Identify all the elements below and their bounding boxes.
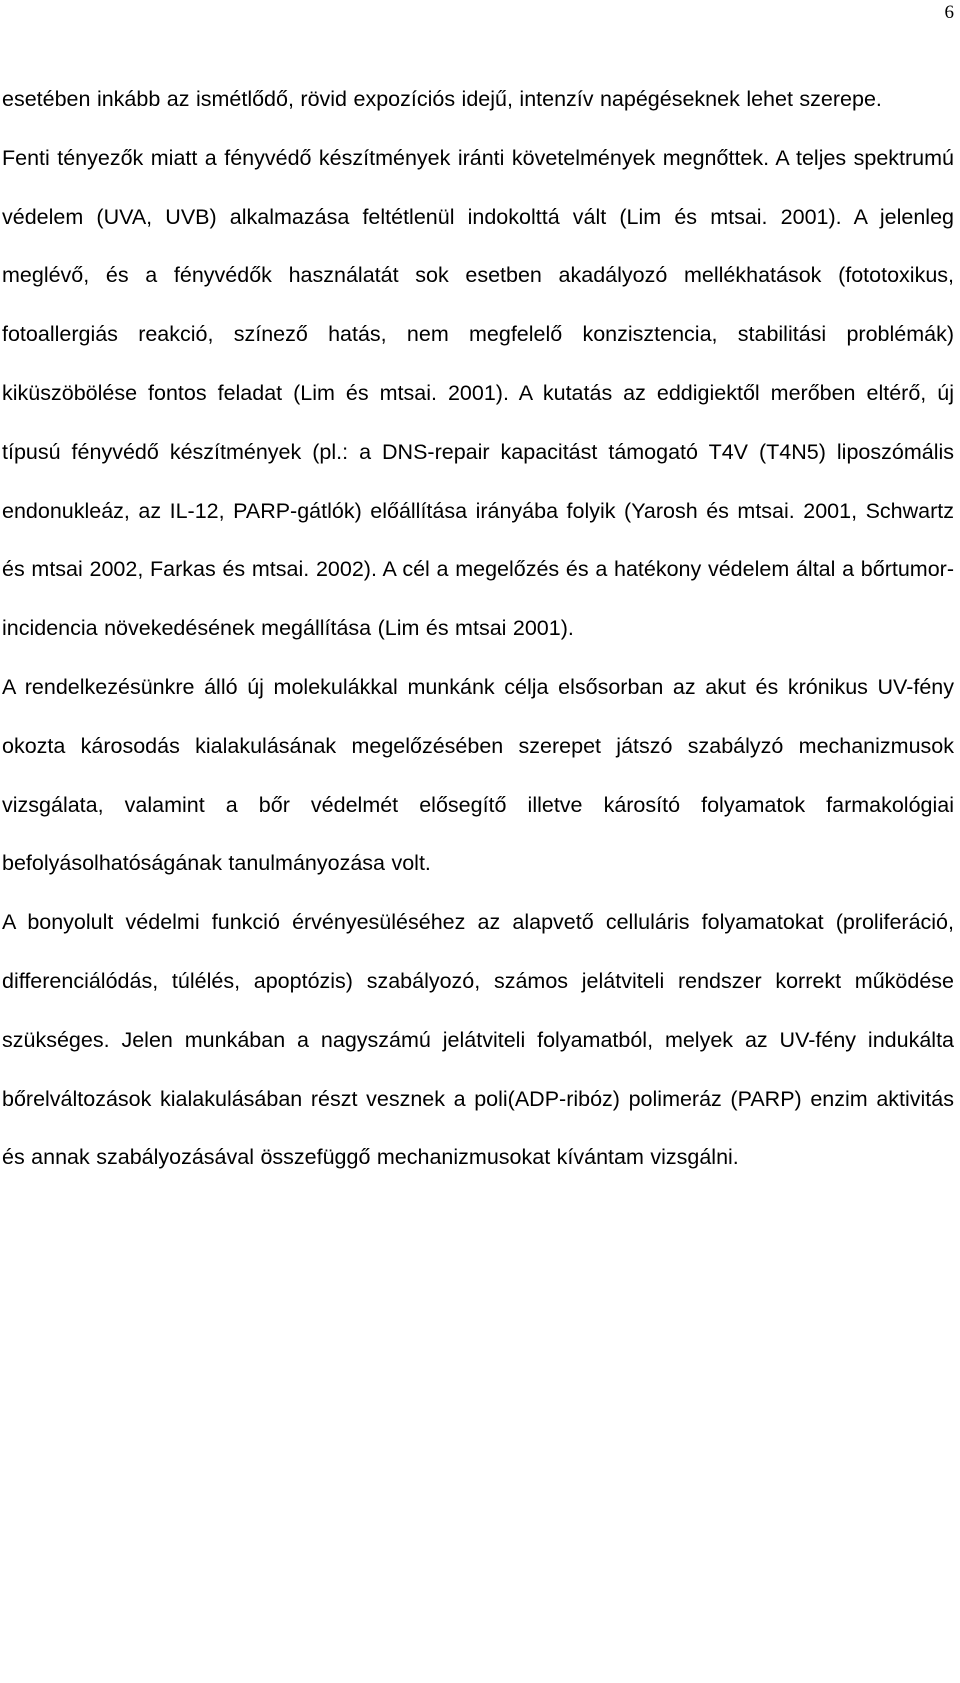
document-body: [2, 70, 954, 1187]
paragraph-1: esetében inkább az ismétlődő, rövid expozíciós idejű, intenzív napégéseknek lehet szerepe.: [2, 87, 882, 111]
paragraph-2: Fenti tényezők miatt a fényvédő készítmények iránti követelmények megnőttek. A teljes spektrumú védelem (UVA, UVB) alkalmazása feltétlenül indokolttá vált (Lim és mtsai. 2001). A jelenleg meglévő, és a fényvédők használatát sok esetben akadályozó mellékhatások (fototoxikus, fotoallergiás reakció, színező hatás, nem megfelelő konzisztencia, stabilitási problémák) kiküszöbölése fontos feladat (Lim és mtsai. 2001). A kutatás az eddigiektől merőben eltérő, új típusú fényvédő készítmények (pl.: a DNS-repair kapacitást támogató T4V (T4N5) liposzómális endonukleáz, az IL-12, PARP-gátlók) előállítása irányába folyik (Yarosh és mtsai. 2001, Schwartz és mtsai 2002, Farkas és mtsai. 2002). A cél a megelőzés és a hatékony védelem által a bőrtumor-incidencia növekedésének megállítása (Lim és mtsai 2001).: [2, 145, 954, 641]
paragraph-4: A bonyolult védelmi funkció érvényesüléséhez az alapvető celluláris folyamatokat (proliferáció, differenciálódás, túlélés, apoptózis) szabályozó, számos jelátviteli rendszer korrekt működése szükséges. Jelen munkában a nagyszámú jelátviteli folyamatból, melyek az UV-fény indukálta bőrelváltozások kialakulásában részt vesznek a poli(ADP-ribóz) polimeráz (PARP) enzim aktivitás és annak szabályozásával összefüggő mechanizmusokat kívántam vizsgálni.: [2, 910, 954, 1170]
page-number: 6: [944, 2, 954, 23]
paragraph-3: A rendelkezésünkre álló új molekulákkal munkánk célja elsősorban az akut és krónikus UV-fény okozta károsodás kialakulásának megelőzésében szerepet játszó szabályzó mechanizmusok vizsgálata, valamint a bőr védelmét elősegítő illetve károsító folyamatok farmakológiai befolyásolhatóságának tanulmányozása volt.: [2, 674, 954, 876]
